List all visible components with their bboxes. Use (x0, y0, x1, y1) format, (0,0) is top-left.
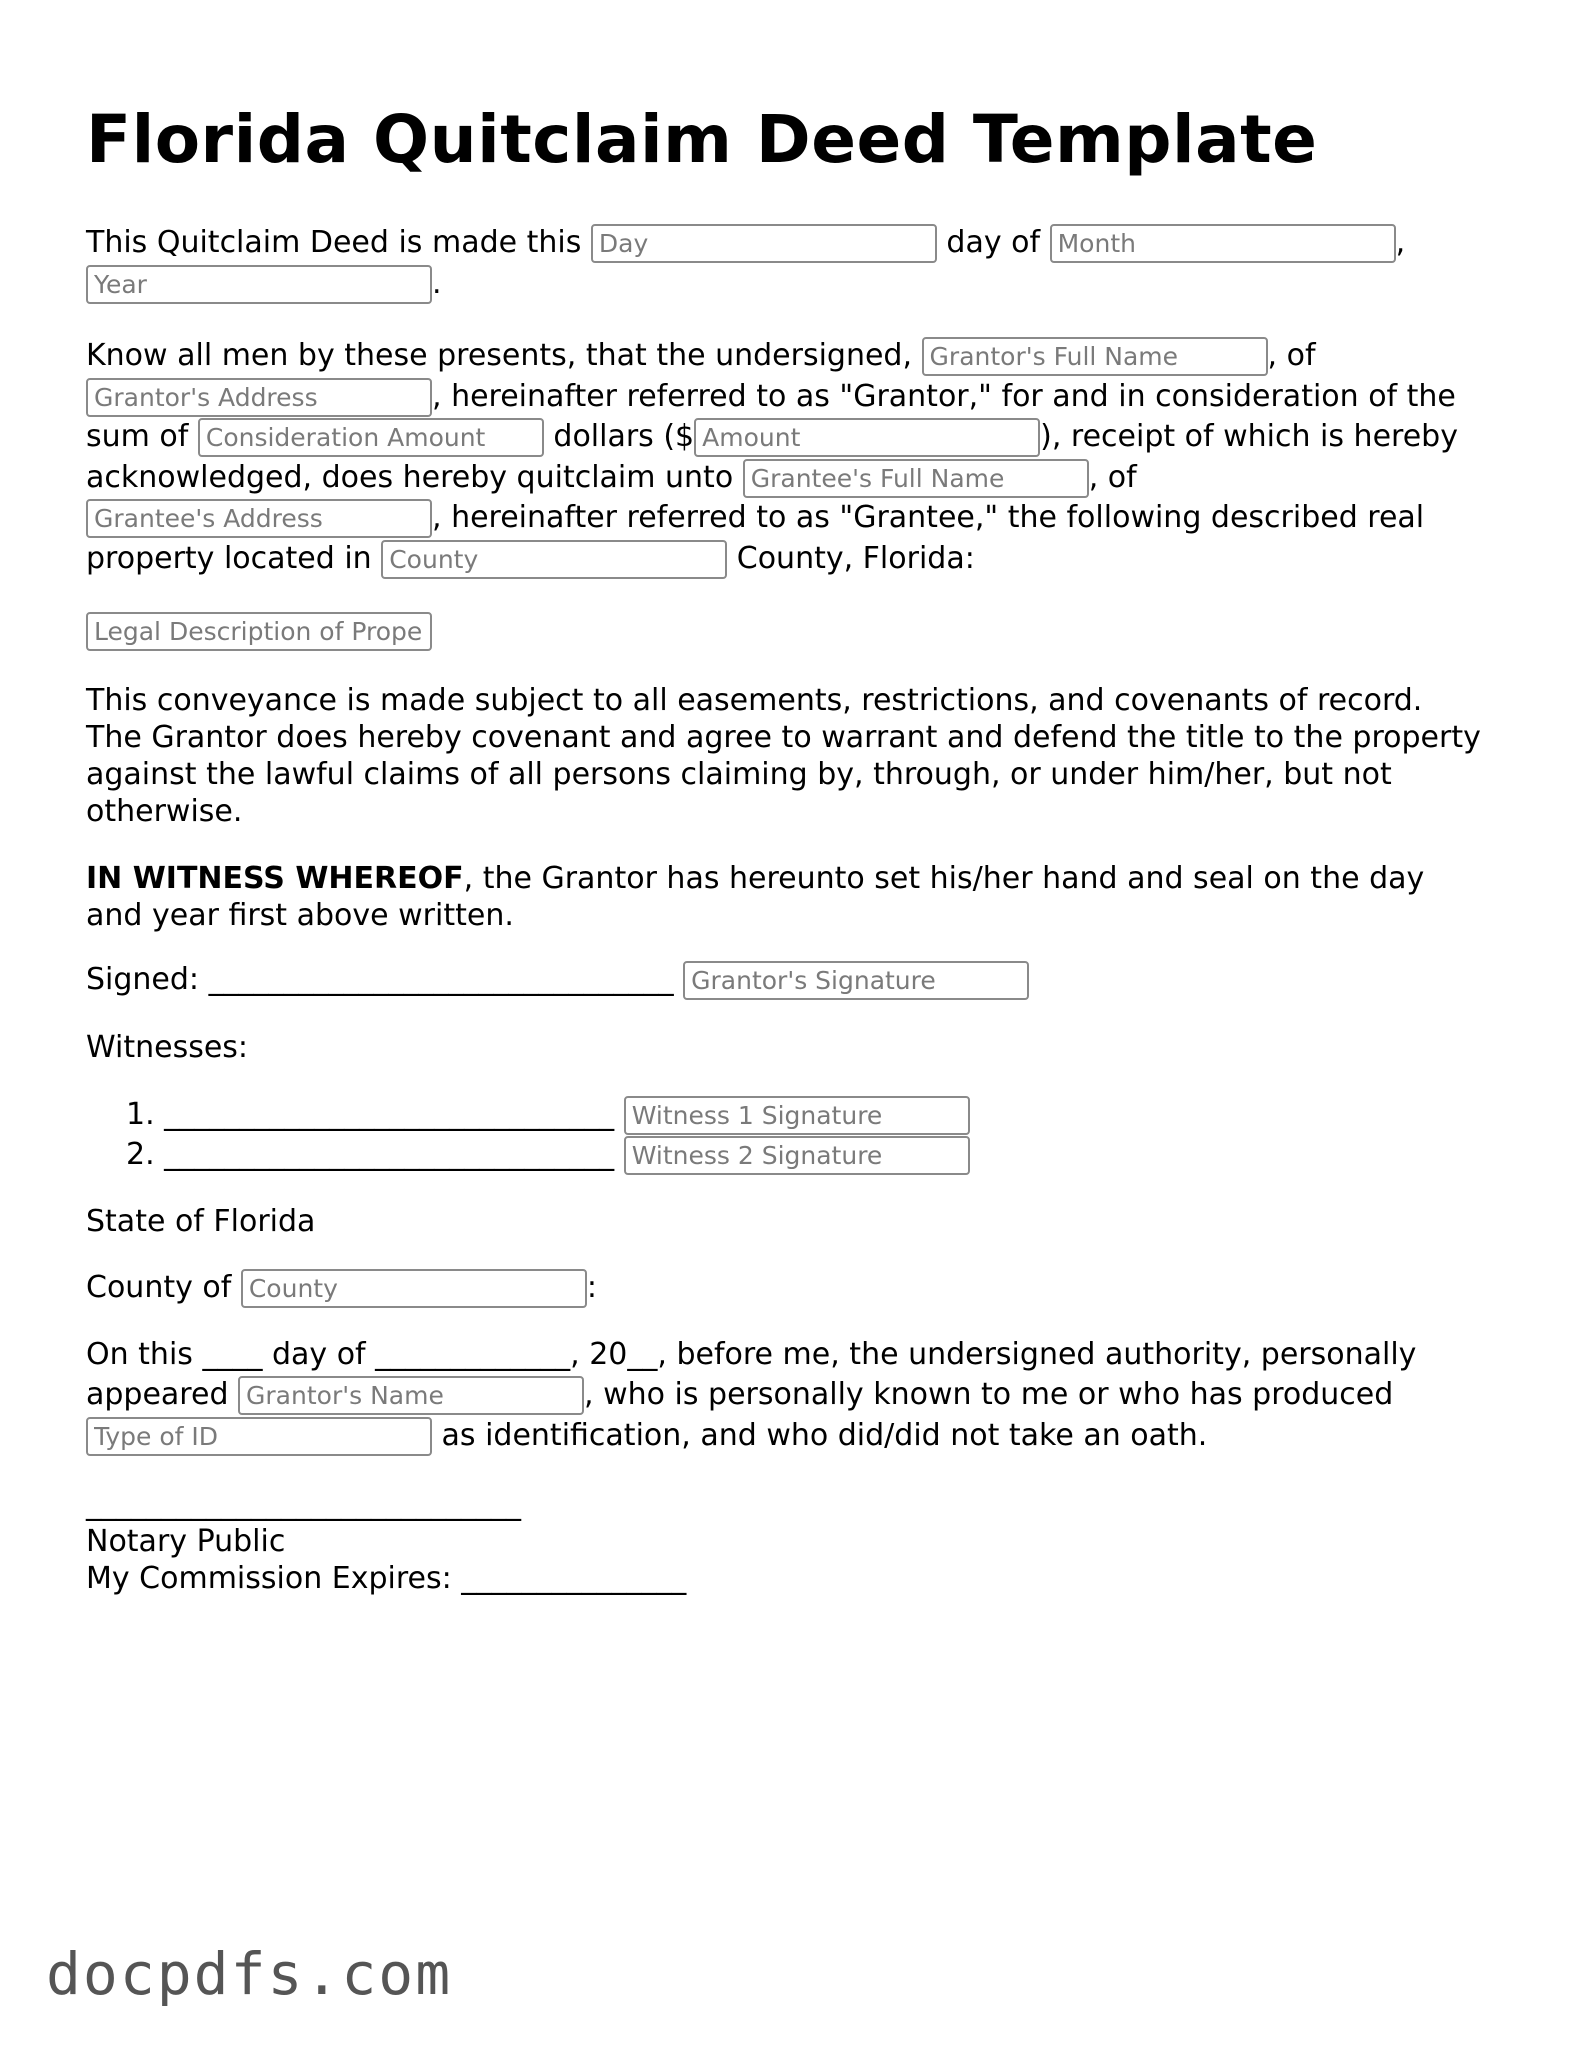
witness-1-signature-field[interactable] (624, 1096, 970, 1135)
conveyance-text-5: ), receipt of which is hereby acknowledged, does hereby quitclaim unto (86, 419, 1458, 495)
county-of-line (86, 1268, 1486, 1309)
grantee-address-field[interactable] (86, 499, 432, 538)
consideration-amount-field[interactable] (198, 418, 544, 457)
commission-expires-line: My Commission Expires: _______________ (86, 1561, 687, 1597)
date-comma: , (1395, 225, 1406, 261)
date-mid-text: day of (936, 225, 1050, 261)
state-text: State of Florida (86, 1203, 316, 1239)
conveyance-text-2: , of (1267, 338, 1316, 374)
covenant-paragraph: This conveyance is made subject to all easements, restrictions, and covenants of record. The Grantor does hereby covenant and agree to warrant and defend the title to the property against the lawful claims of all persons claiming by, through, or under him/her, but not otherwise. (86, 682, 1481, 829)
amount-field[interactable] (694, 418, 1040, 457)
month-field[interactable] (1050, 224, 1396, 263)
witness-clause-bold: IN WITNESS WHEREOF (86, 860, 464, 896)
county-of-colon: : (586, 1270, 597, 1306)
document-title: Florida Quitclaim Deed Template (86, 101, 1318, 178)
conveyance-text-3: , hereinafter referred to as "Grantor," for and in consideration of the sum of (86, 378, 1456, 455)
notarial-text-2: , who is personally known to me or who has produced (584, 1377, 1394, 1413)
grantor-address-field[interactable] (86, 378, 432, 417)
witness-2-signature-field[interactable] (624, 1136, 970, 1175)
legal-description-paragraph (86, 611, 1486, 652)
conveyance-text-7: , hereinafter referred to as "Grantee," the following described real property located in (86, 500, 1425, 576)
notary-signature-line: _____________________________ (86, 1487, 521, 1523)
conveyance-text-1: Know all men by these presents, that the undersigned, (86, 338, 922, 374)
witness-clause-text: , the Grantor has hereunto set his/her hand and seal on the day and year first above written. (86, 860, 1425, 933)
date-prefix-text: This Quitclaim Deed is made this (86, 225, 591, 261)
signed-blank-line: _______________________________ (208, 961, 674, 997)
notary-block (86, 1486, 1486, 1597)
notary-county-field[interactable] (241, 1269, 587, 1308)
notarial-text-1: On this ____ day of _____________, 20__, before me, the undersigned authority, personally appeared (86, 1336, 1417, 1413)
witness-list (86, 1095, 1486, 1176)
grantee-full-name-field[interactable] (743, 459, 1089, 498)
notarial-grantor-name-field[interactable] (238, 1376, 584, 1415)
signed-label: Signed: (86, 961, 209, 997)
conveyance-text-8: County, Florida: (727, 540, 975, 576)
type-of-id-field[interactable] (86, 1417, 432, 1456)
date-period: . (432, 265, 442, 301)
signed-line (86, 960, 1486, 1001)
conveyance-paragraph (86, 336, 1486, 579)
witness-clause-paragraph (86, 860, 1486, 934)
witnesses-heading: Witnesses: (86, 1030, 249, 1066)
witness-2-blank-line: ______________________________ (164, 1137, 615, 1173)
county-of-label: County of (86, 1270, 241, 1306)
witness-item-1 (86, 1095, 1486, 1136)
witness-2-number: 2. (126, 1137, 165, 1173)
date-paragraph (86, 223, 1486, 304)
year-field[interactable] (86, 265, 432, 304)
deed-document (86, 100, 1486, 1597)
notary-public-label: Notary Public (86, 1524, 286, 1560)
witness-1-blank-line: ______________________________ (164, 1096, 615, 1132)
witness-1-number: 1. (126, 1096, 165, 1132)
witness-item-2 (86, 1135, 1486, 1176)
conveyance-text-6: , of (1088, 459, 1137, 495)
conveyance-text-4: dollars ($ (543, 419, 695, 455)
property-county-field[interactable] (381, 540, 727, 579)
day-field[interactable] (591, 224, 937, 263)
notarial-paragraph (86, 1335, 1486, 1457)
grantor-signature-field[interactable] (683, 961, 1029, 1000)
grantor-full-name-field[interactable] (922, 337, 1268, 376)
site-logo: docpdfs.com (46, 1940, 453, 2008)
legal-description-field[interactable] (86, 612, 432, 651)
notarial-text-3: as identification, and who did/did not take an oath. (432, 1417, 1208, 1453)
